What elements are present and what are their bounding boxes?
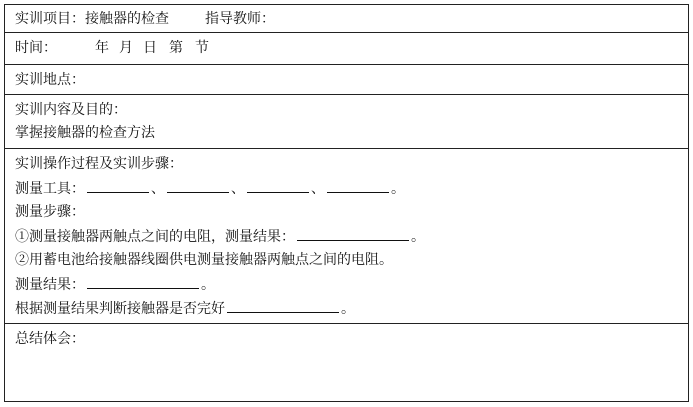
- result-line: [15, 275, 215, 294]
- time-unit-day: 日: [143, 40, 157, 56]
- step-1-line: [15, 227, 425, 246]
- tool-separator: 、: [151, 181, 165, 197]
- time-unit-period-ordinal: 第: [169, 40, 183, 56]
- period: 。: [201, 277, 215, 293]
- tool-blank-3[interactable]: [247, 179, 309, 193]
- time-unit-month: 月: [119, 40, 133, 56]
- teacher-label: 指导教师：: [205, 11, 275, 27]
- step-1-text: ①测量接触器两触点之间的电阻，测量结果：: [15, 229, 295, 245]
- judge-blank[interactable]: [227, 299, 339, 313]
- project-value: 接触器的检查: [85, 11, 169, 27]
- content-text: 掌握接触器的检查方法: [15, 125, 155, 141]
- result-label: 测量结果：: [15, 277, 85, 293]
- tool-blank-1[interactable]: [87, 179, 149, 193]
- summary-row: [5, 324, 688, 400]
- time-unit-session: 节: [195, 40, 209, 56]
- judge-line: [15, 299, 355, 318]
- tools-label: 测量工具：: [15, 181, 85, 197]
- steps-label: 测量步骤：: [15, 204, 85, 220]
- tool-separator: 、: [311, 181, 325, 197]
- project-label: 实训项目：: [15, 11, 85, 27]
- training-record-form: [4, 4, 689, 402]
- tool-blank-4[interactable]: [327, 179, 389, 193]
- process-label: 实训操作过程及实训步骤：: [15, 156, 183, 172]
- content-row: [5, 95, 688, 149]
- judge-text: 根据测量结果判断接触器是否完好: [15, 301, 225, 317]
- tools-line: [15, 179, 405, 198]
- time-label: 时间：: [15, 40, 57, 56]
- tool-blank-2[interactable]: [167, 179, 229, 193]
- content-label: 实训内容及目的：: [15, 102, 127, 118]
- result-blank[interactable]: [87, 275, 199, 289]
- period: 。: [341, 301, 355, 317]
- tool-separator: 、: [231, 181, 245, 197]
- project-line: [15, 10, 275, 28]
- step-1-result-blank[interactable]: [297, 227, 409, 241]
- time-unit-year: 年: [95, 40, 109, 56]
- period: 。: [411, 229, 425, 245]
- location-row: [5, 65, 688, 95]
- summary-label: 总结体会：: [15, 331, 85, 347]
- time-row: [5, 33, 688, 65]
- location-label: 实训地点：: [15, 72, 85, 88]
- process-row: [5, 149, 688, 324]
- time-line: [15, 39, 209, 57]
- period: 。: [391, 181, 405, 197]
- project-row: [5, 5, 688, 33]
- step-2-text: ②用蓄电池给接触器线圈供电测量接触器两触点之间的电阻。: [15, 252, 393, 268]
